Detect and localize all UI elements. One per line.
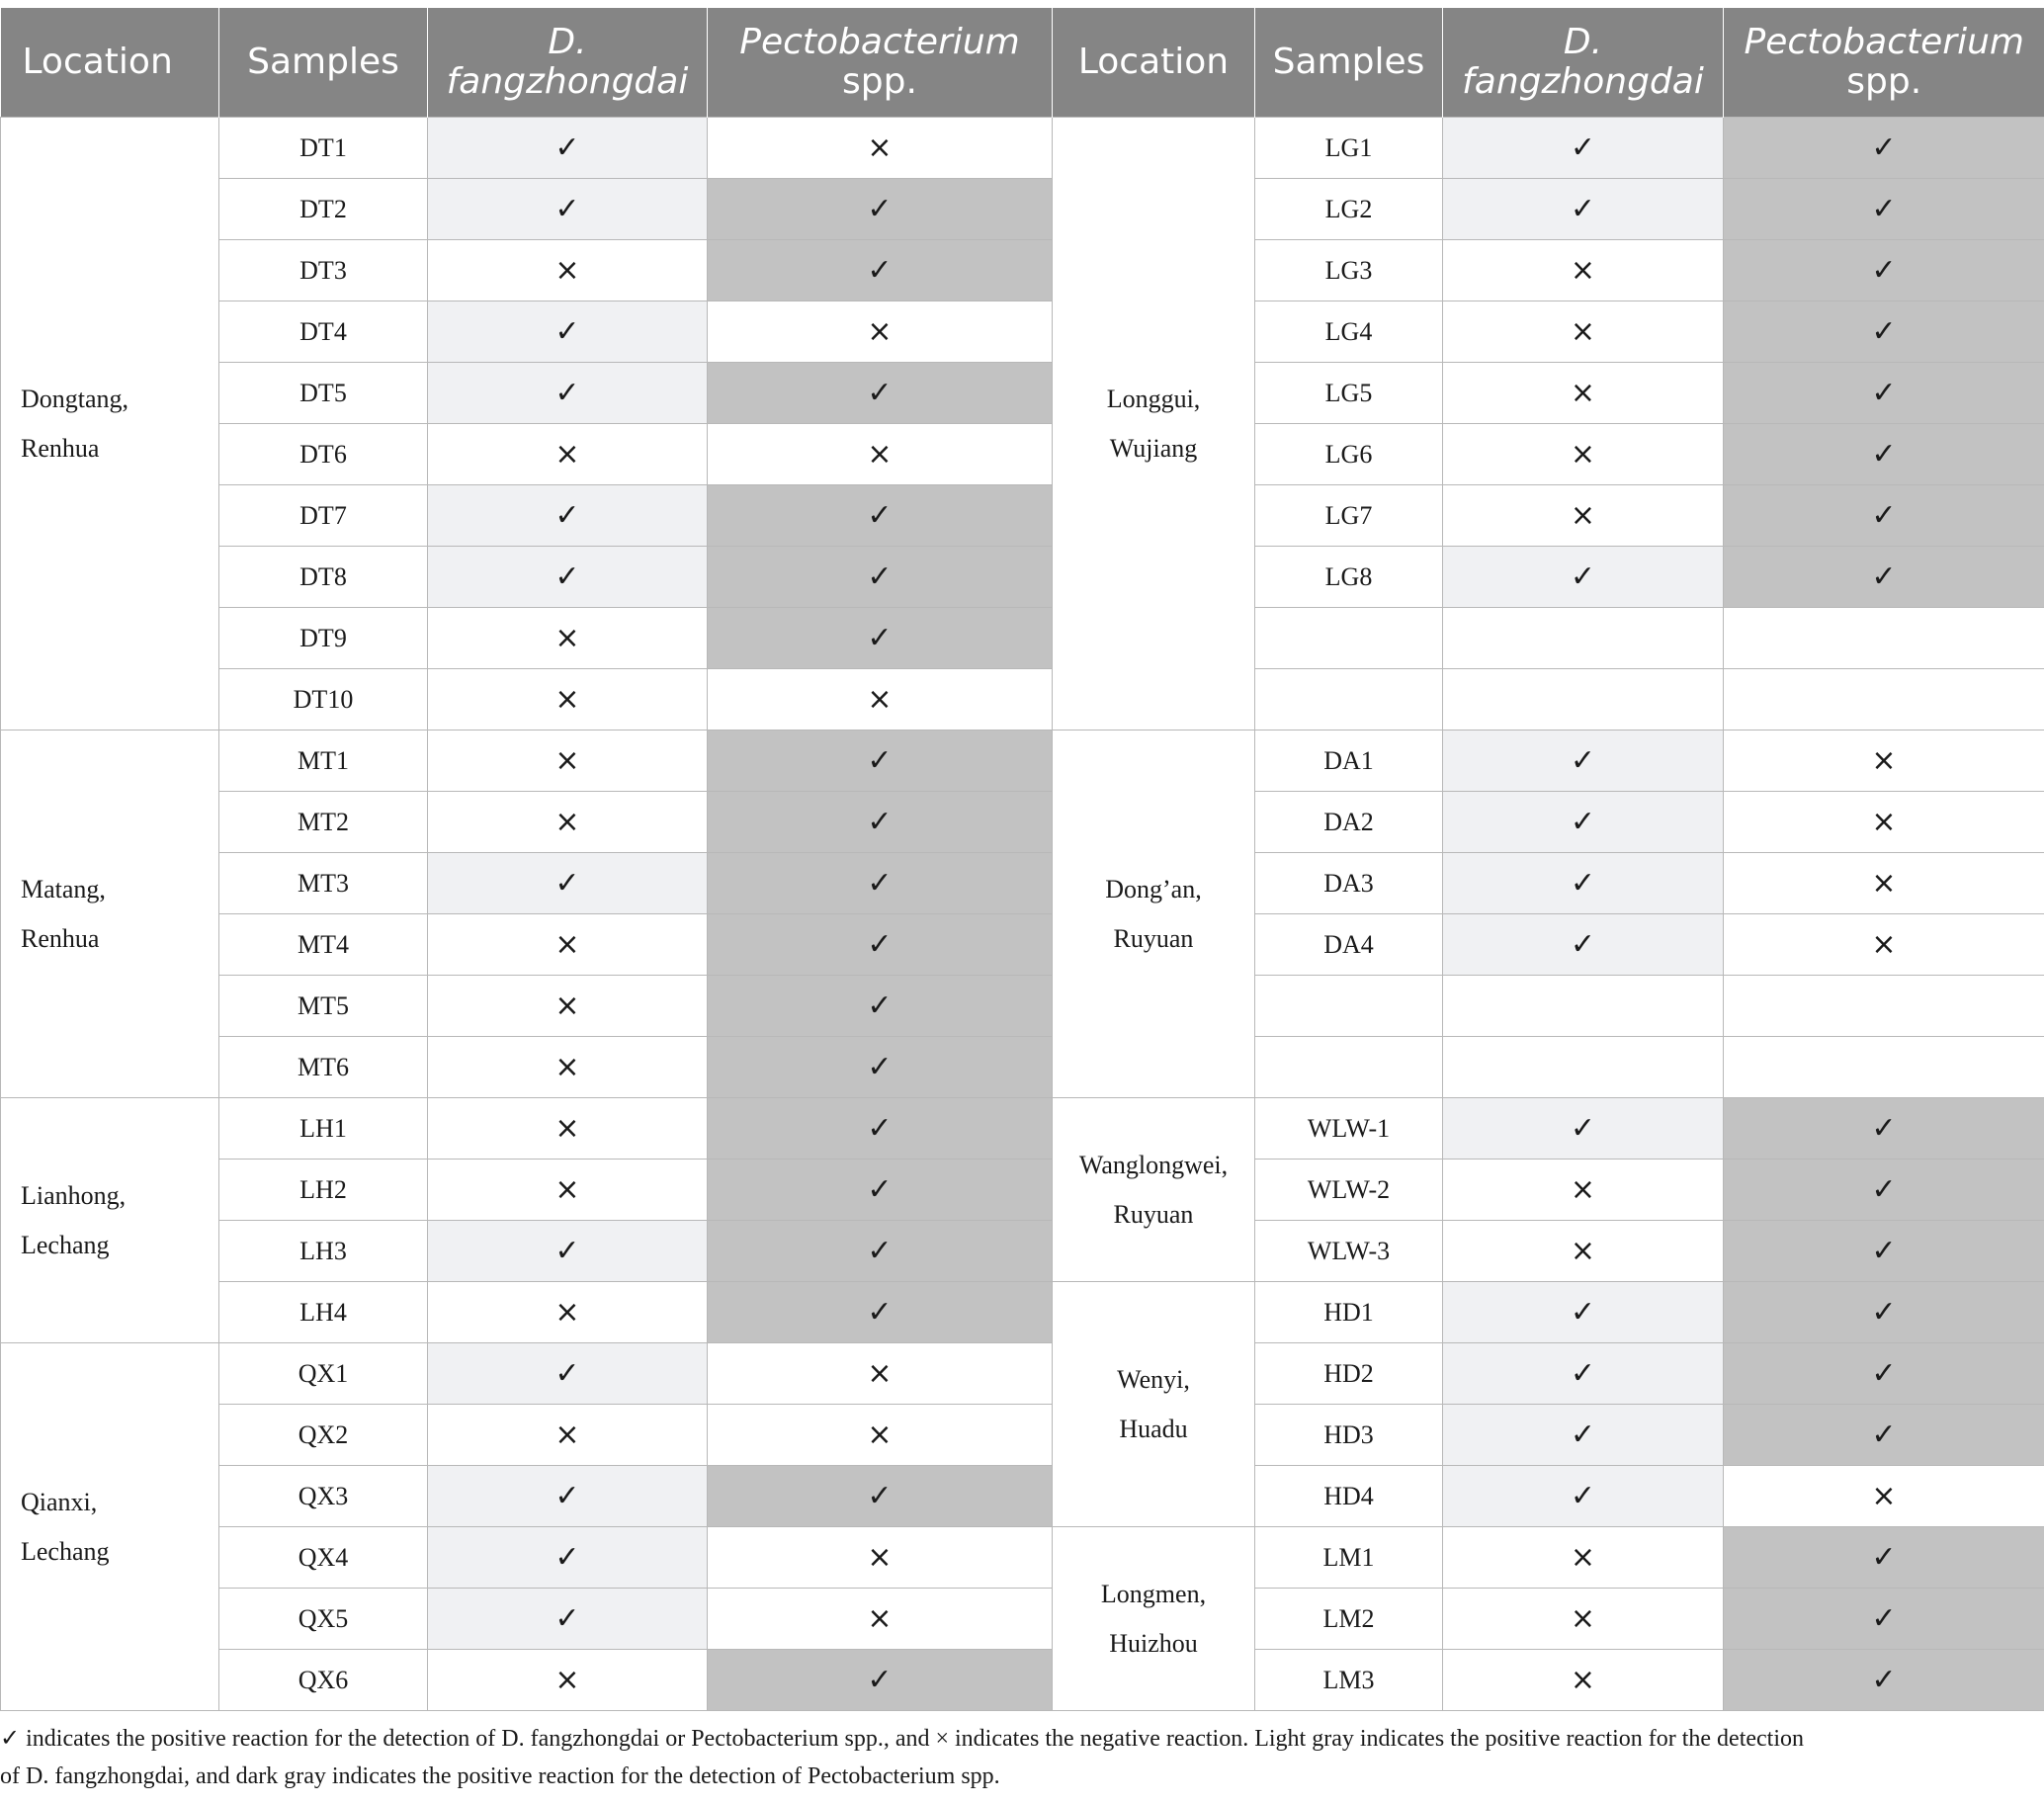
location-cell (1, 1098, 219, 1343)
pectobacterium-result-cell: ✓ (1724, 179, 2044, 240)
detection-results-table (0, 8, 2044, 1711)
d-fangzhongdai-result-cell: ✓ (1443, 1282, 1724, 1343)
sample-id-cell: HD3 (1255, 1405, 1443, 1466)
d-fangzhongdai-result-cell: ✓ (1443, 1405, 1724, 1466)
sample-id-cell: MT6 (219, 1037, 428, 1098)
location-line: Renhua (21, 923, 100, 953)
sample-id-cell: HD4 (1255, 1466, 1443, 1527)
pectobacterium-result-cell: ✓ (708, 608, 1053, 669)
pectobacterium-result-cell: × (1724, 914, 2044, 976)
d-fangzhongdai-result-cell: × (1443, 1527, 1724, 1589)
table-row (1, 1160, 2044, 1221)
location-cell (1, 731, 219, 1098)
d-fangzhongdai-result-cell: ✓ (428, 1221, 708, 1282)
pectobacterium-result-cell: ✓ (1724, 1343, 2044, 1405)
sample-id-cell: HD1 (1255, 1282, 1443, 1343)
d-fangzhongdai-result-cell: × (428, 669, 708, 731)
pectobacterium-result-cell: ✓ (1724, 1221, 2044, 1282)
sample-id-cell: LG6 (1255, 424, 1443, 485)
pectobacterium-result-cell (1724, 669, 2044, 731)
location-line: Matang, (21, 874, 106, 903)
sample-id-cell: DT2 (219, 179, 428, 240)
table-row (1, 240, 2044, 301)
sample-id-cell: MT4 (219, 914, 428, 976)
sample-id-cell: LG2 (1255, 179, 1443, 240)
sample-id-cell: LM2 (1255, 1589, 1443, 1650)
table-row (1, 731, 2044, 792)
pectobacterium-result-cell: ✓ (708, 976, 1053, 1037)
sample-id-cell: QX5 (219, 1589, 428, 1650)
d-fangzhongdai-result-cell: × (428, 1037, 708, 1098)
pectobacterium-result-cell: ✓ (708, 853, 1053, 914)
location-line: Longgui, (1106, 384, 1201, 413)
d-fangzhongdai-result-cell: × (1443, 485, 1724, 547)
location-line: Ruyuan (1113, 1199, 1194, 1229)
pectobacterium-result-cell: × (708, 118, 1053, 179)
d-fangzhongdai-result-cell: ✓ (428, 301, 708, 363)
header-pecto-italic: Pectobacterium (739, 22, 1020, 62)
location-cell (1053, 731, 1255, 1098)
pectobacterium-result-cell: × (1724, 792, 2044, 853)
sample-id-cell: QX6 (219, 1650, 428, 1711)
header-pectobacterium-right (1724, 8, 2044, 118)
location-line: Ruyuan (1113, 923, 1194, 953)
d-fangzhongdai-result-cell: × (428, 731, 708, 792)
sample-id-cell: DT4 (219, 301, 428, 363)
table-row (1, 1466, 2044, 1527)
table-row (1, 608, 2044, 669)
pectobacterium-result-cell: ✓ (708, 731, 1053, 792)
header-pectobacterium-left (708, 8, 1053, 118)
table-row (1, 976, 2044, 1037)
header-pecto-suffix: spp. (842, 61, 917, 102)
pectobacterium-result-cell: × (708, 1527, 1053, 1589)
table-row (1, 669, 2044, 731)
location-line: Dong’an, (1105, 874, 1202, 903)
pectobacterium-result-cell: ✓ (1724, 1527, 2044, 1589)
d-fangzhongdai-result-cell: ✓ (428, 485, 708, 547)
sample-id-cell: WLW-2 (1255, 1160, 1443, 1221)
d-fangzhongdai-result-cell: × (428, 1650, 708, 1711)
pectobacterium-result-cell (1724, 976, 2044, 1037)
location-line: Qianxi, (21, 1487, 98, 1516)
d-fangzhongdai-result-cell: × (428, 424, 708, 485)
d-fangzhongdai-result-cell: ✓ (1443, 118, 1724, 179)
d-fangzhongdai-result-cell: ✓ (1443, 1098, 1724, 1160)
sample-id-cell: DT10 (219, 669, 428, 731)
d-fangzhongdai-result-cell: × (428, 1160, 708, 1221)
table-row (1, 1343, 2044, 1405)
sample-id-cell: LH2 (219, 1160, 428, 1221)
pectobacterium-result-cell: × (708, 424, 1053, 485)
pectobacterium-result-cell: × (1724, 731, 2044, 792)
pectobacterium-result-cell: ✓ (708, 1160, 1053, 1221)
pectobacterium-result-cell: ✓ (1724, 1160, 2044, 1221)
d-fangzhongdai-result-cell: × (428, 914, 708, 976)
sample-id-cell: MT5 (219, 976, 428, 1037)
sample-id-cell: MT2 (219, 792, 428, 853)
location-line: Huadu (1119, 1414, 1188, 1443)
sample-id-cell (1255, 1037, 1443, 1098)
location-cell (1053, 1527, 1255, 1711)
location-line: Wanglongwei, (1078, 1150, 1229, 1179)
d-fangzhongdai-result-cell (1443, 1037, 1724, 1098)
pectobacterium-result-cell: ✓ (1724, 118, 2044, 179)
d-fangzhongdai-result-cell: ✓ (1443, 914, 1724, 976)
pectobacterium-result-cell: ✓ (708, 363, 1053, 424)
table-row (1, 1037, 2044, 1098)
table-row (1, 1589, 2044, 1650)
d-fangzhongdai-result-cell (1443, 976, 1724, 1037)
table-row (1, 179, 2044, 240)
pectobacterium-result-cell: ✓ (708, 1221, 1053, 1282)
sample-id-cell: DA3 (1255, 853, 1443, 914)
pectobacterium-result-cell: × (708, 669, 1053, 731)
pectobacterium-result-cell: ✓ (708, 1282, 1053, 1343)
table-row (1, 1221, 2044, 1282)
d-fangzhongdai-result-cell: × (428, 1405, 708, 1466)
d-fangzhongdai-result-cell: × (1443, 1589, 1724, 1650)
d-fangzhongdai-result-cell: ✓ (1443, 853, 1724, 914)
pectobacterium-result-cell: ✓ (1724, 547, 2044, 608)
table-body (1, 118, 2044, 1711)
pectobacterium-result-cell: ✓ (1724, 1405, 2044, 1466)
sample-id-cell: WLW-1 (1255, 1098, 1443, 1160)
sample-id-cell: DT8 (219, 547, 428, 608)
pectobacterium-result-cell: ✓ (1724, 301, 2044, 363)
pectobacterium-result-cell: ✓ (708, 547, 1053, 608)
sample-id-cell: MT1 (219, 731, 428, 792)
pectobacterium-result-cell: ✓ (1724, 1650, 2044, 1711)
location-line: Huizhou (1109, 1628, 1198, 1658)
pectobacterium-result-cell: ✓ (1724, 485, 2044, 547)
d-fangzhongdai-result-cell (1443, 608, 1724, 669)
d-fangzhongdai-result-cell: × (1443, 1650, 1724, 1711)
table-row (1, 1405, 2044, 1466)
table-row (1, 1098, 2044, 1160)
d-fangzhongdai-result-cell (1443, 669, 1724, 731)
pectobacterium-result-cell: × (708, 1405, 1053, 1466)
sample-id-cell: QX2 (219, 1405, 428, 1466)
sample-id-cell: DA2 (1255, 792, 1443, 853)
d-fangzhongdai-result-cell: ✓ (1443, 1466, 1724, 1527)
location-cell (1, 1343, 219, 1711)
location-line: Lechang (21, 1230, 110, 1259)
sample-id-cell: LG8 (1255, 547, 1443, 608)
pectobacterium-result-cell: ✓ (1724, 240, 2044, 301)
d-fangzhongdai-result-cell: ✓ (428, 363, 708, 424)
sample-id-cell: LM1 (1255, 1527, 1443, 1589)
d-fangzhongdai-result-cell: ✓ (428, 1589, 708, 1650)
table-row (1, 853, 2044, 914)
d-fangzhongdai-result-cell: × (428, 240, 708, 301)
pectobacterium-result-cell: × (1724, 1466, 2044, 1527)
d-fangzhongdai-result-cell: × (428, 792, 708, 853)
pectobacterium-result-cell: ✓ (708, 1650, 1053, 1711)
d-fangzhongdai-result-cell: ✓ (428, 1466, 708, 1527)
header-samples-left: Samples (219, 8, 428, 118)
sample-id-cell: LM3 (1255, 1650, 1443, 1711)
header-samples-right: Samples (1255, 8, 1443, 118)
pectobacterium-result-cell (1724, 608, 2044, 669)
location-line: Dongtang, (21, 384, 129, 413)
header-d-fangzhongdai-left: D. fangzhongdai (428, 8, 708, 118)
sample-id-cell: LG4 (1255, 301, 1443, 363)
location-line: Longmen, (1100, 1579, 1207, 1608)
sample-id-cell: LH4 (219, 1282, 428, 1343)
footnote-line-2: of D. fangzhongdai, and dark gray indicates the positive reaction for the detection of Pectobacterium spp. (0, 1763, 1000, 1789)
d-fangzhongdai-result-cell: × (1443, 424, 1724, 485)
pectobacterium-result-cell: ✓ (1724, 1589, 2044, 1650)
table-row (1, 914, 2044, 976)
d-fangzhongdai-result-cell: ✓ (428, 1343, 708, 1405)
header-location-left: Location (1, 8, 219, 118)
d-fangzhongdai-result-cell: × (428, 976, 708, 1037)
d-fangzhongdai-result-cell: ✓ (1443, 1343, 1724, 1405)
table-row (1, 118, 2044, 179)
sample-id-cell: HD2 (1255, 1343, 1443, 1405)
d-fangzhongdai-result-cell: ✓ (1443, 731, 1724, 792)
sample-id-cell: QX4 (219, 1527, 428, 1589)
sample-id-cell: DA4 (1255, 914, 1443, 976)
footnote-line-1: ✓ indicates the positive reaction for the detection of D. fangzhongdai or Pectobacterium spp., and × indicates the negative reaction. Light gray indicates the positive reaction for the detection (0, 1726, 1805, 1752)
pectobacterium-result-cell: ✓ (708, 179, 1053, 240)
pectobacterium-result-cell: × (708, 1343, 1053, 1405)
d-fangzhongdai-result-cell: ✓ (1443, 179, 1724, 240)
d-fangzhongdai-result-cell: ✓ (1443, 547, 1724, 608)
pectobacterium-result-cell: ✓ (1724, 1282, 2044, 1343)
d-fangzhongdai-result-cell: × (1443, 363, 1724, 424)
location-line: Lianhong, (21, 1180, 127, 1210)
table-row (1, 547, 2044, 608)
d-fangzhongdai-result-cell: × (1443, 1221, 1724, 1282)
pectobacterium-result-cell: ✓ (1724, 363, 2044, 424)
sample-id-cell: DT1 (219, 118, 428, 179)
sample-id-cell: DT5 (219, 363, 428, 424)
table-row (1, 363, 2044, 424)
d-fangzhongdai-result-cell: × (428, 608, 708, 669)
pectobacterium-result-cell: ✓ (708, 240, 1053, 301)
sample-id-cell: LH1 (219, 1098, 428, 1160)
table-row (1, 301, 2044, 363)
sample-id-cell: WLW-3 (1255, 1221, 1443, 1282)
sample-id-cell: DT6 (219, 424, 428, 485)
table-row (1, 1282, 2044, 1343)
sample-id-cell: DT9 (219, 608, 428, 669)
pectobacterium-result-cell: ✓ (708, 485, 1053, 547)
pectobacterium-result-cell: ✓ (708, 1037, 1053, 1098)
header-d-fangzhongdai-right: D. fangzhongdai (1443, 8, 1724, 118)
d-fangzhongdai-result-cell: ✓ (428, 118, 708, 179)
sample-id-cell (1255, 669, 1443, 731)
pectobacterium-result-cell: × (708, 301, 1053, 363)
table-row (1, 424, 2044, 485)
pectobacterium-result-cell (1724, 1037, 2044, 1098)
location-line: Wenyi, (1117, 1364, 1190, 1394)
location-cell (1053, 1282, 1255, 1527)
location-line: Renhua (21, 433, 100, 463)
table-row (1, 1650, 2044, 1711)
table-row (1, 1527, 2044, 1589)
d-fangzhongdai-result-cell: × (428, 1098, 708, 1160)
sample-id-cell (1255, 976, 1443, 1037)
d-fangzhongdai-result-cell: ✓ (1443, 792, 1724, 853)
sample-id-cell: DT7 (219, 485, 428, 547)
sample-id-cell: QX1 (219, 1343, 428, 1405)
location-line: Wujiang (1109, 433, 1198, 463)
pectobacterium-result-cell: ✓ (1724, 1098, 2044, 1160)
sample-id-cell: LG7 (1255, 485, 1443, 547)
sample-id-cell: LG1 (1255, 118, 1443, 179)
d-fangzhongdai-result-cell: ✓ (428, 547, 708, 608)
sample-id-cell: DA1 (1255, 731, 1443, 792)
pectobacterium-result-cell: ✓ (708, 1098, 1053, 1160)
sample-id-cell: LH3 (219, 1221, 428, 1282)
pectobacterium-result-cell: × (708, 1589, 1053, 1650)
pectobacterium-result-cell: ✓ (1724, 424, 2044, 485)
sample-id-cell: LG5 (1255, 363, 1443, 424)
table-footnote (0, 1720, 2036, 1795)
sample-id-cell: QX3 (219, 1466, 428, 1527)
header-pecto-suffix: spp. (1846, 61, 1922, 102)
d-fangzhongdai-result-cell: × (1443, 240, 1724, 301)
pectobacterium-result-cell: × (1724, 853, 2044, 914)
d-fangzhongdai-result-cell: ✓ (428, 1527, 708, 1589)
location-line: Lechang (21, 1536, 110, 1566)
d-fangzhongdai-result-cell: × (428, 1282, 708, 1343)
location-cell (1, 118, 219, 731)
location-cell (1053, 1098, 1255, 1282)
d-fangzhongdai-result-cell: ✓ (428, 853, 708, 914)
header-location-right: Location (1053, 8, 1255, 118)
d-fangzhongdai-result-cell: × (1443, 1160, 1724, 1221)
sample-id-cell: LG3 (1255, 240, 1443, 301)
sample-id-cell (1255, 608, 1443, 669)
header-pecto-italic: Pectobacterium (1744, 22, 2024, 62)
d-fangzhongdai-result-cell: × (1443, 301, 1724, 363)
header-row (1, 8, 2044, 118)
pectobacterium-result-cell: ✓ (708, 792, 1053, 853)
sample-id-cell: MT3 (219, 853, 428, 914)
location-cell (1053, 118, 1255, 731)
pectobacterium-result-cell: ✓ (708, 1466, 1053, 1527)
pectobacterium-result-cell: ✓ (708, 914, 1053, 976)
table-row (1, 485, 2044, 547)
table-row (1, 792, 2044, 853)
sample-id-cell: DT3 (219, 240, 428, 301)
d-fangzhongdai-result-cell: ✓ (428, 179, 708, 240)
